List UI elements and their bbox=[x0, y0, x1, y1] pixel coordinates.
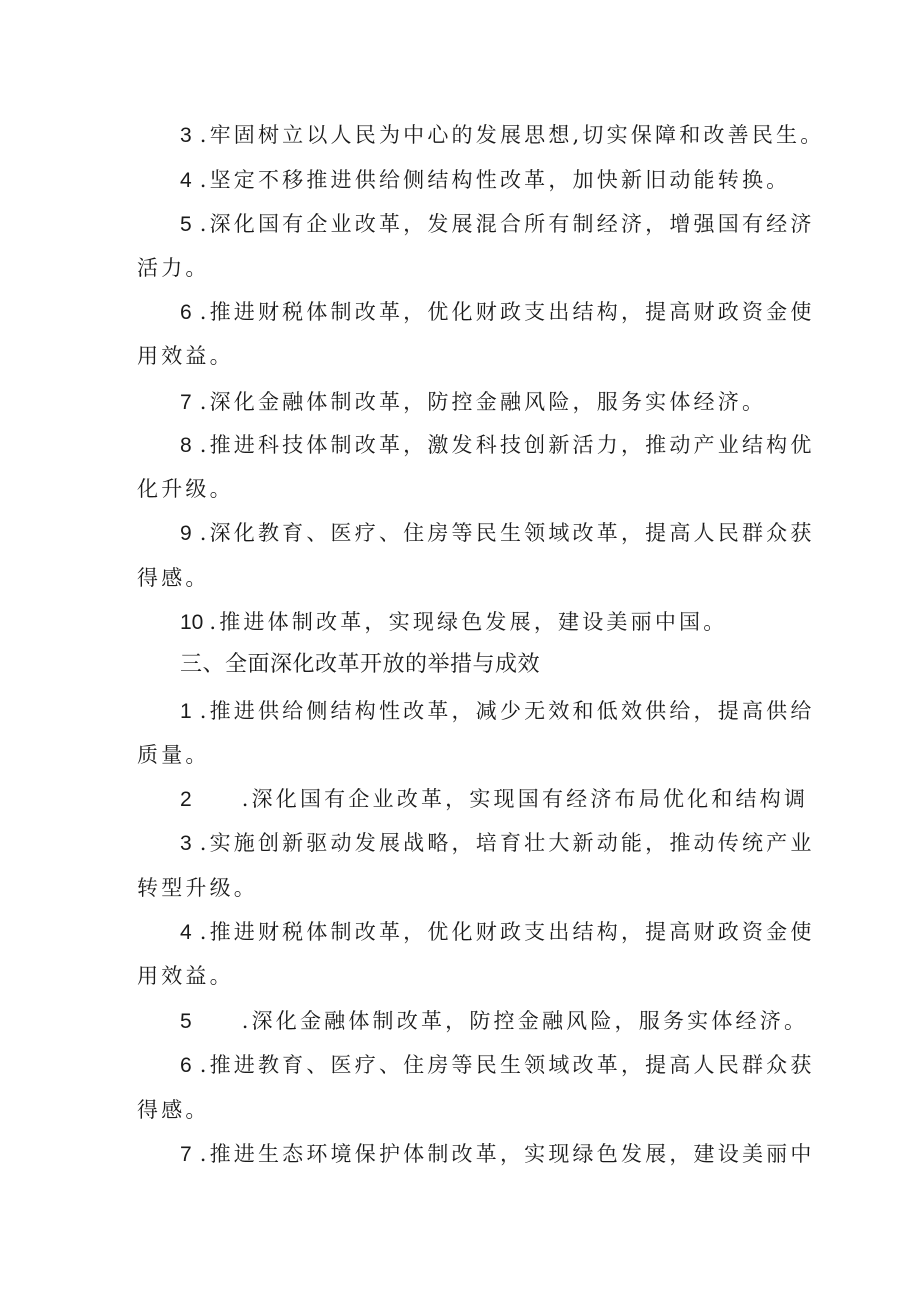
list-item bbox=[180, 697, 815, 726]
item-text: .推进体制改革，实现绿色发展，建设美丽中国。 bbox=[209, 610, 728, 634]
list-item bbox=[180, 1140, 815, 1169]
item-text: .实施创新驱动发展战略，培育壮大新动能，推动传统产业 bbox=[199, 831, 815, 855]
item-number: 5 bbox=[180, 1010, 192, 1033]
list-item bbox=[180, 1051, 815, 1080]
list-item-continuation: 化升级。 bbox=[137, 477, 234, 501]
section-heading: 三、全面深化改革开放的举措与成效 bbox=[180, 652, 541, 677]
item-text: .深化金融体制改革，防控金融风险，服务实体经济。 bbox=[199, 390, 767, 414]
item-number: 1 bbox=[180, 700, 192, 723]
item-number: 6 bbox=[180, 1054, 192, 1077]
list-item bbox=[180, 298, 815, 327]
item-number: 9 bbox=[180, 522, 192, 545]
list-item bbox=[180, 918, 815, 947]
item-number: 7 bbox=[180, 391, 192, 414]
list-item bbox=[180, 388, 797, 417]
item-text: .坚定不移推进供给侧结构性改革，加快新旧动能转换。 bbox=[199, 168, 791, 192]
item-text: .深化国有企业改革，发展混合所有制经济，增强国有经济 bbox=[199, 212, 815, 236]
item-number: 7 bbox=[180, 1143, 192, 1166]
list-item bbox=[180, 1007, 809, 1036]
item-text: .推进生态环境保护体制改革，实现绿色发展，建设美丽中 bbox=[199, 1142, 815, 1166]
list-item-continuation: 转型升级。 bbox=[137, 876, 258, 900]
item-text: .牢固树立以人民为中心的发展思想,切实保障和改善民生。 bbox=[199, 123, 825, 147]
list-item bbox=[180, 829, 815, 858]
list-item-continuation: 活力。 bbox=[137, 256, 210, 280]
item-text: .推进财税体制改革，优化财政支出结构，提高财政资金使 bbox=[199, 300, 815, 324]
list-item-continuation: 用效益。 bbox=[137, 964, 234, 988]
item-number: 10 bbox=[180, 611, 204, 634]
item-text: .推进教育、医疗、住房等民生领域改革，提高人民群众获 bbox=[199, 1053, 815, 1077]
item-text: .深化教育、医疗、住房等民生领域改革，提高人民群众获 bbox=[199, 521, 815, 545]
item-text: .推进科技体制改革，激发科技创新活力，推动产业结构优 bbox=[199, 433, 815, 457]
item-number: 5 bbox=[180, 213, 192, 236]
item-number: 6 bbox=[180, 301, 192, 324]
item-number: 3 bbox=[180, 124, 192, 147]
item-number: 4 bbox=[180, 169, 192, 192]
list-item-continuation: 得感。 bbox=[137, 566, 210, 590]
item-text: .推进财税体制改革，优化财政支出结构，提高财政资金使 bbox=[199, 920, 815, 944]
item-text: .深化国有企业改革，实现国有经济布局优化和结构调 bbox=[241, 787, 809, 811]
list-item bbox=[180, 519, 815, 548]
list-item bbox=[180, 166, 797, 195]
item-number: 3 bbox=[180, 832, 192, 855]
list-item bbox=[180, 210, 815, 239]
list-item bbox=[180, 431, 815, 460]
item-number: 4 bbox=[180, 921, 192, 944]
list-item-continuation: 质量。 bbox=[137, 743, 210, 767]
item-text: .深化金融体制改革，防控金融风险，服务实体经济。 bbox=[241, 1009, 809, 1033]
list-item-continuation: 用效益。 bbox=[137, 344, 234, 368]
item-text: .推进供给侧结构性改革，减少无效和低效供给，提高供给 bbox=[199, 699, 815, 723]
list-item bbox=[180, 785, 809, 814]
list-item-continuation: 得感。 bbox=[137, 1098, 210, 1122]
list-item bbox=[180, 121, 825, 150]
list-item bbox=[180, 608, 797, 637]
item-number: 8 bbox=[180, 434, 192, 457]
item-number: 2 bbox=[180, 788, 192, 811]
